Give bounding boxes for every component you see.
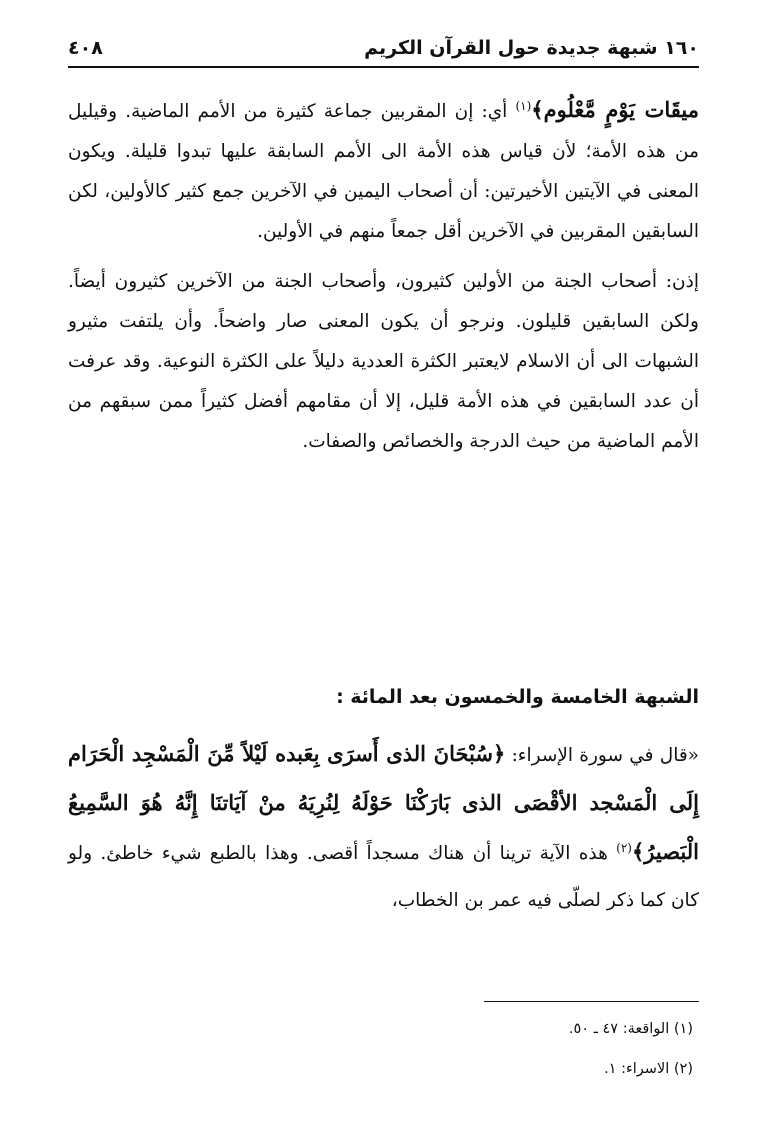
paragraph-3 <box>68 730 699 924</box>
paragraph-1 <box>68 90 699 252</box>
intro-text: «قال في سورة الإسراء: <box>505 745 699 766</box>
page-number: ٤٠٨ <box>68 37 103 59</box>
section-heading: الشبهة الخامسة والخمسون بعد المائة : <box>336 686 699 708</box>
page-header <box>68 30 699 66</box>
footnote-ref-1: (١) <box>515 98 532 113</box>
paragraph-2: إذن: أصحاب الجنة من الأولين كثيرون، وأصحاب الجنة من الآخرين كثيرون أيضاً. ولكن السابقين قليلون. ونرجو أن يكون المعنى صار واضحاً. وأن يلتفت مثيرو الشبهات الى أن الاسلام لايعتبر الكثرة العددية دليلاً على الكثرة النوعية. وقد عرفت أن عدد السابقين في هذه الأمة قليل، إلا أن مقامهم أفضل كثيراً ممن سبقهم من الأمم الماضية من حيث الدرجة والخصائص والصفات. <box>68 271 699 452</box>
footnote-ref-2: (٢) <box>616 840 632 855</box>
footnote-2: (٢) الاسراء: ١. <box>604 1061 693 1077</box>
quran-quote: ميقَات يَوْمٍ مَّعْلُوم﴾ <box>531 97 699 122</box>
footnotes <box>569 1020 693 1100</box>
section-2 <box>68 730 699 924</box>
paragraph-text: أي: إن المقربين جماعة كثيرة من الأمم الماضية. وقيليل من هذه الأمة؛ لأن قياس هذه الأمة الى الأمم السابقة عليها تبدوا قليلة. ويكون المعنى في الآيتين الأخيرتين: أن أصحاب اليمين في الآخرين جمع كثير كالأولين، لكن السابقين المقربين في الآخرين أقل جمعاً منهم في الأولين. <box>68 101 699 242</box>
quran-quote: ﴿سُبْحَانَ الذى أَسرَى بِعَبده لَيْلاً مِّنَ الْمَسْجِد الْحَرَام إِلَى الْمَسْجد الأقْصَى الذى بَارَكْنَا حَوْلَهُ لِنُرِيَهُ منْ آيَاتنَا إِنَّهُ هُوَ السَّمِيعُ الْبَصيرُ﴾ <box>68 741 699 864</box>
footnote-1: (١) الواقعة: ٤٧ ـ ٥٠. <box>568 1021 693 1037</box>
section-1 <box>68 90 699 462</box>
running-title: ١٦٠ شبهة جديدة حول القرآن الكريم <box>364 37 699 59</box>
footnote-separator <box>484 1001 699 1002</box>
header-rule <box>68 66 699 68</box>
paragraph-text: هذه الآية ترينا أن هناك مسجداً أقصى. وهذا بالطبع شيء خاطئ. ولو كان كما ذكر لصلّى فيه عمر بن الخطاب، <box>68 843 699 911</box>
